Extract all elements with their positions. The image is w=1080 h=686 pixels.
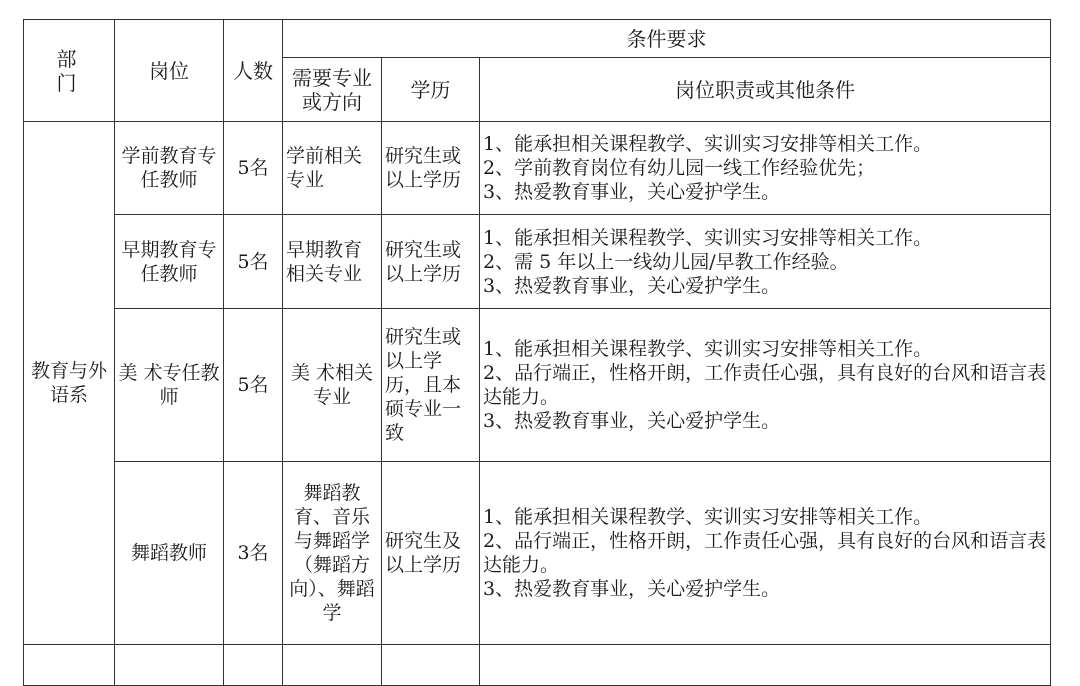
- header-duties: 岗位职责或其他条件: [480, 58, 1051, 122]
- duty-line: 2、品行端正，性格开朗，工作责任心强，具有良好的台风和语言表达能力。: [483, 530, 1047, 576]
- duty-line: 1、能承担相关课程教学、实训实习安排等相关工作。: [483, 133, 933, 155]
- education-cell: 研究生或以上学历: [382, 215, 480, 309]
- major-cell: 舞蹈教育、音乐与舞蹈学（舞蹈方向）、舞蹈学: [283, 462, 382, 645]
- duty-line: 1、能承担相关课程教学、实训实习安排等相关工作。: [483, 226, 933, 249]
- major-cell: 早期教育相关专业: [283, 215, 382, 309]
- position-cell: 早期教育专任教师: [115, 215, 224, 309]
- education-cell: 研究生或以上学历: [382, 122, 480, 215]
- empty-cell: [480, 645, 1051, 686]
- duty-line: 3、热爱教育事业，关心爱护学生。: [483, 410, 781, 432]
- header-position: 岗位: [115, 20, 224, 122]
- table-row: [24, 122, 1051, 215]
- duty-line: 1、能承担相关课程教学、实训实习安排等相关工作。: [483, 506, 933, 528]
- header-row-1: [24, 20, 1051, 58]
- table-row: [24, 309, 1051, 462]
- duty-line: 2、品行端正，性格开朗，工作责任心强，具有良好的台风和语言表达能力。: [483, 362, 1047, 408]
- header-count: 人数: [224, 20, 283, 122]
- position-cell: 美 术专任教师: [115, 309, 224, 462]
- education-cell: 研究生及以上学历: [382, 462, 480, 645]
- position-cell: 学前教育专任教师: [115, 122, 224, 215]
- header-education: 学历: [382, 58, 480, 122]
- major-cell: 美 术相关专业: [283, 309, 382, 462]
- count-cell: 5名: [224, 122, 283, 215]
- recruitment-table-container: [23, 19, 1051, 686]
- duty-line: 1、能承担相关课程教学、实训实习安排等相关工作。: [483, 338, 933, 360]
- recruitment-table: [23, 19, 1051, 686]
- duties-cell: [480, 122, 1051, 215]
- duty-line: 3、热爱教育事业，关心爱护学生。: [483, 181, 781, 203]
- duties-cell: [480, 215, 1051, 309]
- duty-line: 2、学前教育岗位有幼儿园一线工作经验优先；: [483, 157, 876, 179]
- count-cell: 3名: [224, 462, 283, 645]
- header-department: 部 门: [24, 20, 115, 122]
- duty-line: 2、需 5 年以上一线幼儿园/早教工作经验。: [483, 250, 849, 273]
- duties-cell: [480, 462, 1051, 645]
- empty-cell: [224, 645, 283, 686]
- education-cell: 研究生或以上学历，且本硕专业一致: [382, 309, 480, 462]
- duty-line: 3、热爱教育事业，关心爱护学生。: [483, 578, 781, 600]
- table-row: [24, 462, 1051, 645]
- department-cell: 教育与外语系: [24, 122, 115, 645]
- duties-cell: [480, 309, 1051, 462]
- empty-cell: [24, 645, 115, 686]
- major-cell: 学前相关专业: [283, 122, 382, 215]
- table-row-cut-off: [24, 645, 1051, 686]
- empty-cell: [382, 645, 480, 686]
- empty-cell: [283, 645, 382, 686]
- empty-cell: [115, 645, 224, 686]
- table-row: [24, 215, 1051, 309]
- duty-line: 3、热爱教育事业，关心爱护学生。: [483, 274, 781, 297]
- count-cell: 5名: [224, 309, 283, 462]
- header-major: 需要专业或方向: [283, 58, 382, 122]
- position-cell: 舞蹈教师: [115, 462, 224, 645]
- count-cell: 5名: [224, 215, 283, 309]
- header-conditions: 条件要求: [283, 20, 1051, 58]
